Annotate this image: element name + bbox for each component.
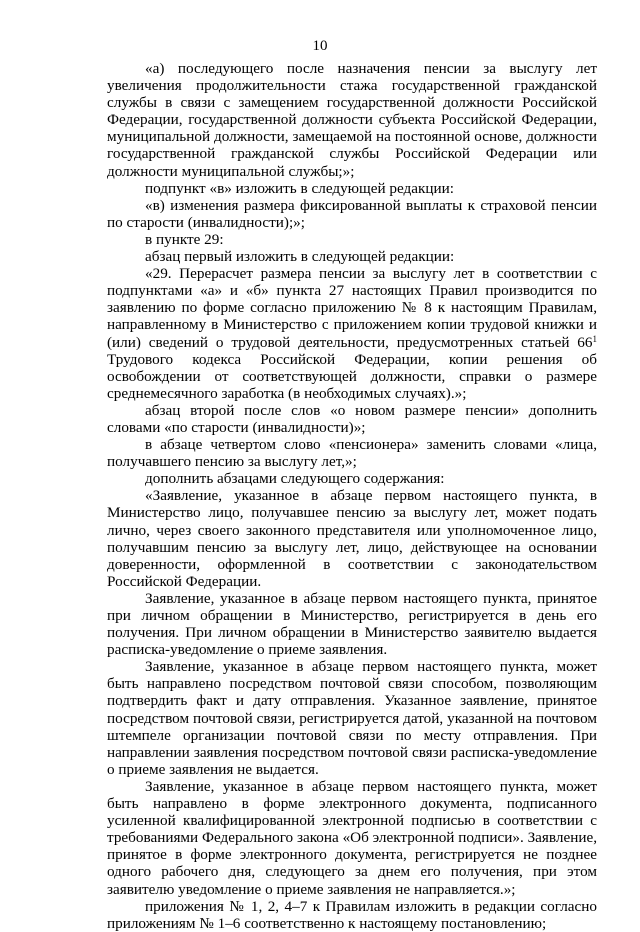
paragraph: в пункте 29: — [145, 230, 224, 248]
paragraph: «а) последующего после назначения пенсии за выслугу лет увеличения продолжительности стажа государственной гражданской службы в связи с замещением государственной должности Российской Федерации, государственной должности субъекта Российской Федерации, муниципальной должности, замещаемой на постоянной основе, должности государственной гражданской службы Российской Федерации или должности муниципальной службы;»; — [107, 60, 597, 180]
paragraph-text: «29. Перерасчет размера пенсии за выслугу лет в соответствии с подпунктами «а» и «б» пункта 27 настоящих Правил производится по заявлению по форме согласно приложению № 8 к настоящим Правилам, направленному в Министерство с приложением копии трудовой книжки и (или) сведений о трудовой деятельности, предусмотренных статьей 66 — [107, 265, 597, 351]
paragraph: Заявление, указанное в абзаце первом настоящего пункта, может быть направлено посредством почтовой связи способом, позволяющим подтвердить факт и дату отправления. Указанное заявление, принятое посредством почтовой связи, регистрируется датой, указанной на почтовом штемпеле организации почтовой связи по месту отправления. При направлении заявления посредством почтовой связи расписка-уведомление о приеме заявления не выдается. — [107, 658, 597, 778]
paragraph: приложения № 1, 2, 4–7 к Правилам изложить в редакции согласно приложениям № 1–6 соответственно к настоящему постановлению; — [107, 897, 597, 932]
paragraph: «в) изменения размера фиксированной выплаты к страховой пенсии по старости (инвалидности);»; — [107, 196, 597, 231]
paragraph: в абзаце четвертом слово «пенсионера» заменить словами «лица, получавшего пенсию за выслугу лет,»; — [107, 436, 597, 471]
paragraph: Заявление, указанное в абзаце первом настоящего пункта, принятое при личном обращении в Министерство, регистрируется в день его получения. При личном обращении в Министерство заявителю выдается расписка-уведомление о приеме заявления. — [107, 589, 597, 659]
paragraph: абзац первый изложить в следующей редакции: — [145, 248, 455, 266]
page-number: 10 — [312, 38, 328, 54]
superscript: 1 — [592, 333, 597, 344]
paragraph: абзац второй после слов «о новом размере пенсии» дополнить словами «по старости (инвалидности)»; — [107, 401, 597, 436]
paragraph: «Заявление, указанное в абзаце первом настоящего пункта, в Министерство лицо, получавшее пенсию за выслугу лет, может подать лично, через своего законного представителя или уполномоченное лицо, получавшим пенсию за выслугу лет, лицо, действующее на основании доверенности, оформленной в соответствии с законодательством Российской Федерации. — [107, 487, 597, 590]
paragraph — [107, 265, 597, 402]
document-body — [107, 60, 597, 932]
paragraph-text: Трудового кодекса Российской Федерации, копии решения об освобождении от соответствующей должности, справки о размере среднемесячного заработка (в необходимых случаях).»; — [107, 350, 597, 402]
paragraph: дополнить абзацами следующего содержания: — [145, 470, 445, 488]
paragraph: Заявление, указанное в абзаце первом настоящего пункта, может быть направлено в форме электронного документа, подписанного усиленной квалифицированной электронной подписью в соответствии с требованиями Федерального закона «Об электронной подписи». Заявление, принятое в форме электронного документа, регистрируется не позднее одного рабочего дня, следующего за днем его получения, при этом заявителю уведомление о приеме заявления не направляется.»; — [107, 777, 597, 898]
paragraph: подпункт «в» изложить в следующей редакции: — [145, 179, 454, 197]
